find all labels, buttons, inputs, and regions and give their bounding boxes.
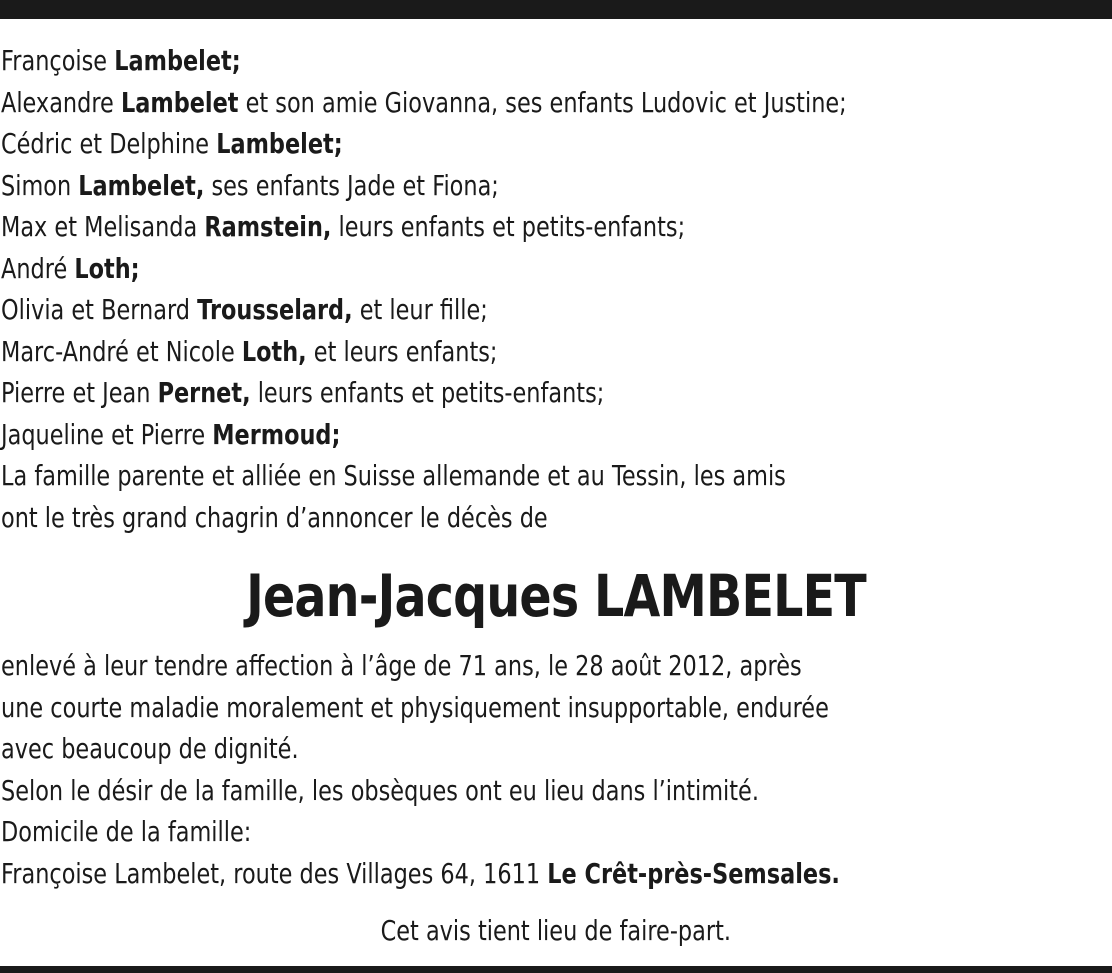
family-surname: Lambelet [120, 85, 239, 119]
family-given-names: Cédric et Delphine [1, 127, 217, 160]
family-given-names: Françoise [1, 44, 115, 77]
family-line [1, 82, 847, 124]
family-surname: Trousselard, [197, 293, 353, 326]
family-suffix: et leur fille; [352, 293, 488, 326]
family-surname: Lambelet; [114, 44, 241, 77]
family-surname: Loth; [74, 251, 140, 285]
family-given-names: Olivia et Bernard [1, 293, 198, 326]
family-given-names: André [1, 251, 75, 285]
family-line [1, 206, 847, 248]
notice-footer: Cet avis tient lieu de faire-part. [380, 914, 731, 947]
address-locality: Le Crêt-près-Semsales. [547, 856, 840, 890]
family-surname: Loth, [241, 334, 307, 368]
body-line: enlevé à leur tendre affection à l’âge de 71 ans, le 28 août 2012, après [1, 649, 802, 682]
address-line [1, 853, 840, 895]
body-line: une courte maladie moralement et physiquement insupportable, endurée [1, 690, 829, 724]
family-surname: Mermoud; [212, 417, 341, 451]
intro-line: La famille parente et alliée en Suisse allemande et au Tessin, les amis [1, 459, 786, 492]
family-given-names: Alexandre [1, 85, 121, 119]
body-line: Domicile de la famille: [1, 815, 252, 848]
notice-body [1, 645, 1050, 894]
family-line [1, 289, 847, 331]
family-line [1, 331, 847, 373]
family-given-names: Marc-André et Nicole [1, 334, 242, 368]
family-given-names: Max et Melisanda [1, 210, 205, 243]
family-line [1, 123, 847, 165]
top-rule [0, 0, 1112, 19]
deceased-name: Jean-Jacques LAMBELET [246, 562, 866, 630]
body-line: Selon le désir de la famille, les obsèques ont eu lieu dans l’intimité. [1, 773, 759, 807]
body-line: avec beaucoup de dignité. [1, 732, 299, 765]
bottom-rule [0, 966, 1112, 973]
family-line [1, 165, 847, 207]
family-line [1, 248, 847, 290]
family-surname: Lambelet, [78, 168, 205, 202]
family-line [1, 40, 847, 82]
intro-line: ont le très grand chagrin d’annoncer le décès de [1, 500, 548, 534]
address-text: Françoise Lambelet, route des Villages 64, 1611 [1, 856, 548, 890]
family-suffix: et son amie Giovanna, ses enfants Ludovic et Justine; [238, 85, 847, 119]
family-surname: Lambelet; [216, 127, 343, 160]
family-suffix: leurs enfants et petits-enfants; [250, 376, 605, 409]
family-given-names: Jaqueline et Pierre [1, 417, 213, 451]
family-given-names: Simon [1, 168, 79, 202]
family-line [1, 414, 847, 456]
family-list [1, 40, 1058, 538]
family-surname: Pernet, [157, 376, 251, 409]
family-suffix: ses enfants Jade et Fiona; [204, 168, 499, 202]
family-given-names: Pierre et Jean [1, 376, 158, 409]
family-line [1, 372, 847, 414]
family-suffix: leurs enfants et petits-enfants; [331, 210, 686, 243]
family-surname: Ramstein, [204, 210, 332, 243]
family-suffix: et leurs enfants; [306, 334, 498, 368]
